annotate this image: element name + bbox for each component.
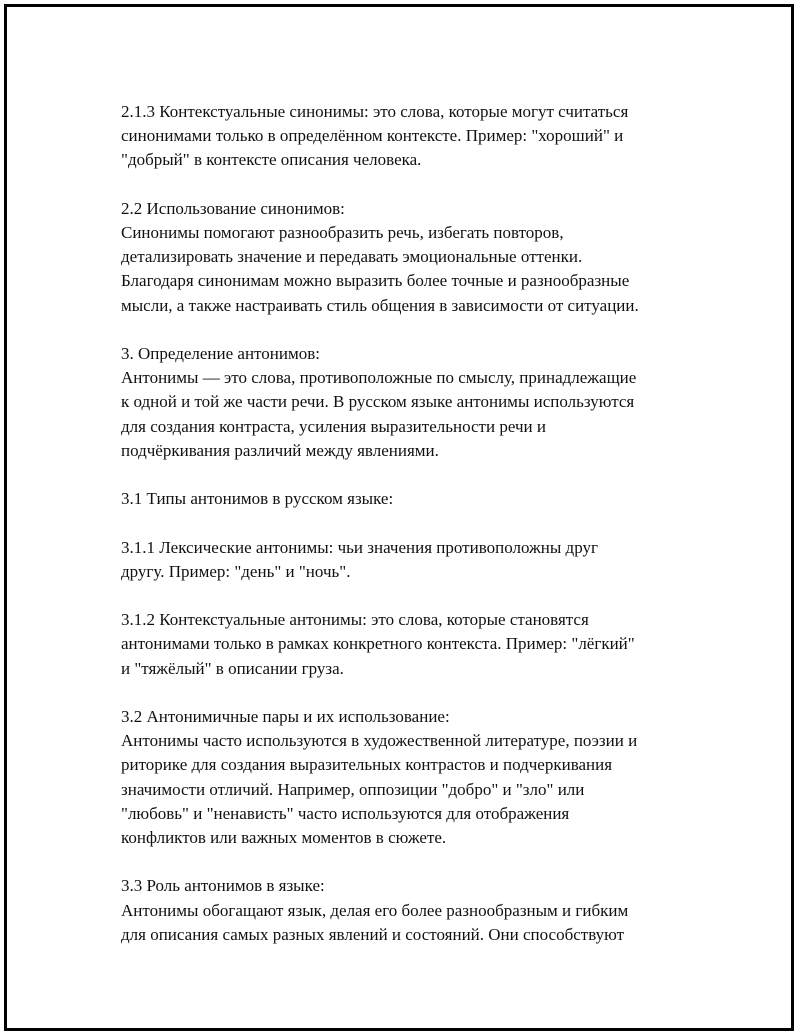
paragraph-2-1-3-contextual-synonyms: 2.1.3 Контекстуальные синонимы: это слова, которые могут считаться синонимами только в определённом контексте. Пример: "хороший" и "добрый" в контексте описания человека.	[121, 102, 629, 170]
document-body	[121, 100, 696, 971]
paragraph-3-3-antonym-role: 3.3 Роль антонимов в языке: Антонимы обогащают язык, делая его более разнообразным и гибким для описания самых разных явлений и состояний. Они способствуют	[121, 876, 629, 944]
paragraph-3-1-2-contextual-antonyms: 3.1.2 Контекстуальные антонимы: это слова, которые становятся антонимами только в рамках конкретного контекста. Пример: "лёгкий" и "тяжёлый" в описании груза.	[121, 610, 635, 678]
paragraph-3-1-antonym-types-heading: 3.1 Типы антонимов в русском языке:	[121, 489, 394, 509]
paragraph-2-2-using-synonyms: 2.2 Использование синонимов: Синонимы помогают разнообразить речь, избегать повторов, детализировать значение и передавать эмоциональные оттенки. Благодаря синонимам можно выразить более точные и разнообразные мысли, а также настраивать стиль общения в зависимости от ситуации.	[121, 198, 639, 315]
page-frame	[4, 4, 794, 1031]
paragraph-3-antonym-definition: 3. Определение антонимов: Антонимы — это слова, противоположные по смыслу, принадлежащие к одной и той же части речи. В русском языке антонимы используются для создания контраста, усиления выразительности речи и подчёркивания различий между явлениями.	[121, 344, 637, 460]
paragraph-3-1-1-lexical-antonyms: 3.1.1 Лексические антонимы: чьи значения противоположны друг другу. Пример: "день" и "ночь".	[121, 537, 598, 581]
paragraph-3-2-antonym-pairs: 3.2 Антонимичные пары и их использование: Антонимы часто используются в художественной литературе, поэзии и риторике для создания выразительных контрастов и подчеркивания значимости отличий. Например, оппозиции "добро" и "зло" или "любовь" и "ненависть" часто используются для отображения конфликтов или важных моментов в сюжете.	[121, 706, 638, 847]
